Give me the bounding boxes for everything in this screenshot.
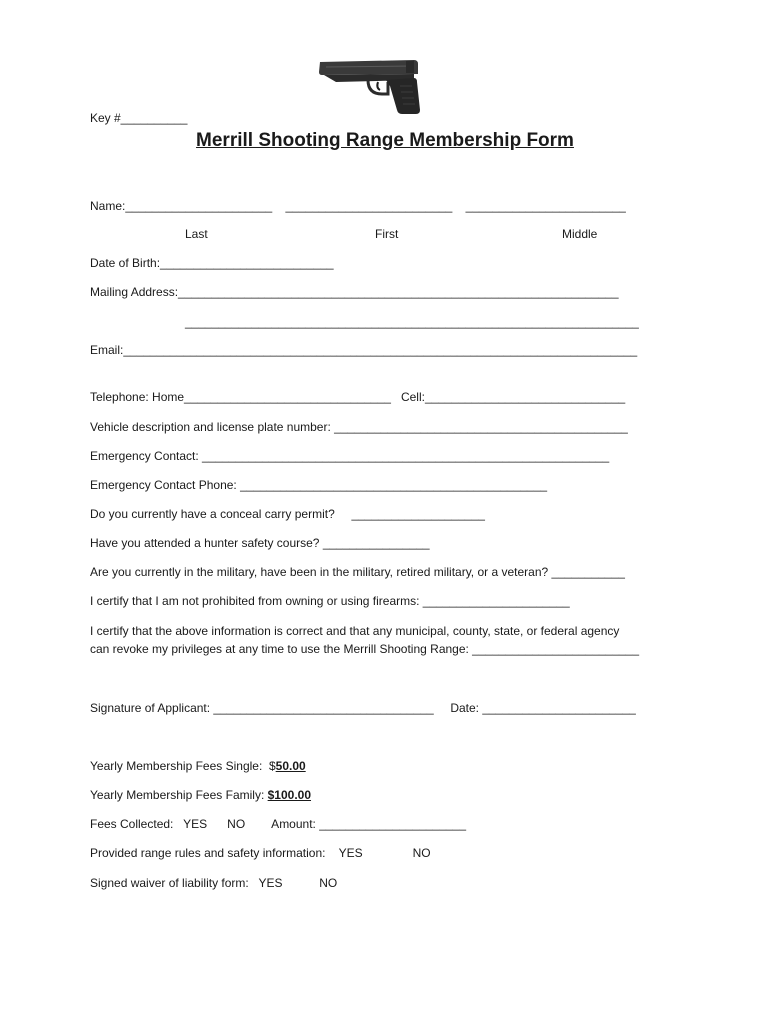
military-question: Are you currently in the military, have been in the military, retired military, or a veteran? ___________ <box>90 565 625 579</box>
waiver-field: Signed waiver of liability form: YES NO <box>90 876 338 890</box>
mailing-address-field: Mailing Address:__________________________________________________________________ <box>90 285 619 299</box>
fee-family-line <box>90 788 311 803</box>
fees-collected-field: Fees Collected: YES NO Amount: ______________________ <box>90 817 467 831</box>
fee-single-label: Yearly Membership Fees Single: $ <box>90 759 276 773</box>
signature-date-field: Signature of Applicant: _________________________________ Date: _______________________ <box>90 701 636 715</box>
information-certification-line1: I certify that the above information is correct and that any municipal, county, state, or federal agency <box>90 624 620 638</box>
information-certification-line2: can revoke my privileges at any time to use the Merrill Shooting Range: _________________________ <box>90 642 640 656</box>
conceal-carry-question: Do you currently have a conceal carry permit? ____________________ <box>90 507 485 521</box>
page-title: Merrill Shooting Range Membership Form <box>196 130 574 151</box>
name-first-label: First <box>375 227 399 241</box>
fee-family-label: Yearly Membership Fees Family: <box>90 788 268 802</box>
emergency-contact-phone-field: Emergency Contact Phone: ______________________________________________ <box>90 478 548 492</box>
name-last-label: Last <box>185 227 208 241</box>
firearms-certification: I certify that I am not prohibited from owning or using firearms: ______________________ <box>90 594 570 608</box>
mailing-address-line2: ____________________________________________________________________ <box>185 315 639 329</box>
range-rules-field: Provided range rules and safety information: YES NO <box>90 846 431 860</box>
vehicle-field: Vehicle description and license plate number: ____________________________________________ <box>90 420 628 434</box>
fee-family-value: $100.00 <box>267 788 312 802</box>
key-number-field: Key #__________ <box>90 111 188 125</box>
name-field: Name:______________________ _________________________ ________________________ <box>90 199 626 213</box>
name-middle-label: Middle <box>562 227 598 241</box>
handgun-icon <box>316 56 424 116</box>
fee-single-line <box>90 759 306 774</box>
emergency-contact-field: Emergency Contact: _____________________________________________________________ <box>90 449 610 463</box>
date-of-birth-field: Date of Birth:__________________________ <box>90 256 334 270</box>
hunter-safety-question: Have you attended a hunter safety course? ________________ <box>90 536 430 550</box>
fee-single-value: 50.00 <box>275 759 306 773</box>
email-field: Email:_____________________________________________________________________________ <box>90 343 638 357</box>
telephone-field: Telephone: Home_______________________________ Cell:______________________________ <box>90 390 626 404</box>
